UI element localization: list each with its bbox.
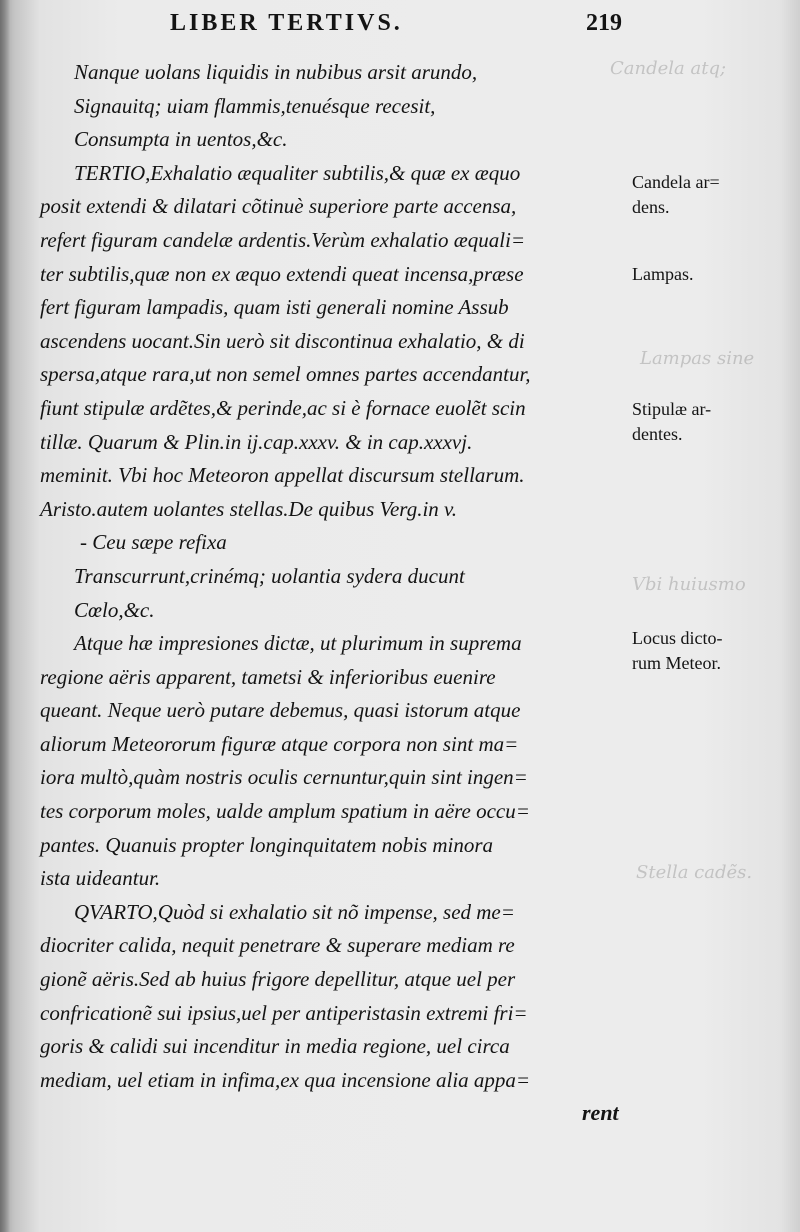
text-line: refert figuram candelæ ardentis.Verùm exhalatio æquali= xyxy=(40,227,526,252)
text-line: Transcurrunt,crinémq; uolantia sydera ducunt xyxy=(74,563,465,588)
margin-note-line: rum Meteor. xyxy=(632,653,721,673)
text-line: Consumpta in uentos,&c. xyxy=(74,127,288,152)
page-number: 219 xyxy=(586,10,622,36)
text-line: mediam, uel etiam in infima,ex qua incensione alia appa= xyxy=(40,1067,531,1092)
margin-note-lampas xyxy=(632,262,792,287)
text-line: ascendens uocant.Sin uerò sit discontinua exhalatio, & di xyxy=(40,328,525,353)
text-line: diocriter calida, nequit penetrare & superare mediam re xyxy=(40,933,515,958)
text-line: meminit. Vbi hoc Meteoron appellat discursum stellarum. xyxy=(40,463,525,488)
text-line: ista uideantur. xyxy=(40,866,161,891)
text-line: fert figuram lampadis, quam isti generali nomine Assub xyxy=(40,295,509,320)
text-line: Nanque uolans liquidis in nubibus arsit arundo, xyxy=(74,60,478,84)
margin-note-stipulae xyxy=(632,397,792,447)
text-line: TERTIO,Exhalatio æqualiter subtilis,& quæ ex æquo xyxy=(74,160,521,185)
margin-note-line: dentes. xyxy=(632,424,683,444)
show-through-text: Stella cadẽs. xyxy=(636,862,753,883)
text-line: tillæ. Quarum & Plin.in ij.cap.xxxv. & in cap.xxxvj. xyxy=(40,429,473,454)
text-line: tes corporum moles, ualde amplum spatium in aëre occu= xyxy=(40,799,530,824)
text-line: Cœlo,&c. xyxy=(74,597,155,622)
show-through-text: Candela atq; xyxy=(610,58,727,79)
text-line: confricationẽ sui ipsius,uel per antiperistasin extremi fri= xyxy=(40,1000,528,1025)
text-line: aliorum Meteororum figuræ atque corpora non sint ma= xyxy=(40,731,519,756)
margin-note-line: Locus dicto- xyxy=(632,628,723,648)
text-line: regione aëris apparent, tametsi & inferioribus euenire xyxy=(40,664,496,689)
text-line: Signauitq; uiam flammis,tenuésque recesit, xyxy=(74,93,436,118)
show-through-text: Vbi huiusmo xyxy=(632,574,746,595)
margin-note-line: dens. xyxy=(632,197,670,217)
text-line: goris & calidi sui incenditur in media regione, uel circa xyxy=(40,1034,510,1059)
margin-note-line: Stipulæ ar- xyxy=(632,399,712,419)
text-line: Aristo.autem uolantes stellas.De quibus Verg.in v. xyxy=(40,496,458,521)
text-line: Atque hæ impresiones dictæ, ut plurimum in suprema xyxy=(74,631,522,656)
text-line: queant. Neque uerò putare debemus, quasi istorum atque xyxy=(40,698,521,723)
text-line: pantes. Quanuis propter longinquitatem nobis minora xyxy=(40,832,494,857)
margin-note-locus xyxy=(632,626,792,676)
text-line: spersa,atque rara,ut non semel omnes partes accendantur, xyxy=(40,362,531,387)
text-line: QVARTO,Quòd si exhalatio sit nõ impense, sed me= xyxy=(74,899,515,924)
gutter-shadow xyxy=(0,0,10,1232)
text-line: fiunt stipulæ ardẽtes,& perinde,ac si è fornace euolẽt scin xyxy=(40,395,526,420)
margin-note-line: Lampas. xyxy=(632,264,694,284)
catchword: rent xyxy=(582,1100,619,1125)
text-line: posit extendi & dilatari cõtinuè superiore parte accensa, xyxy=(40,194,517,219)
margin-note-candela xyxy=(632,170,792,220)
text-line: iora multò,quàm nostris oculis cernuntur,quin sint ingen= xyxy=(40,765,528,790)
text-line: - Ceu sæpe refixa xyxy=(80,530,227,555)
show-through-text: Lampas sine xyxy=(640,348,755,369)
margin-note-line: Candela ar= xyxy=(632,172,720,192)
body-text xyxy=(40,56,630,1097)
text-line: ter subtilis,quæ non ex æquo extendi queat incensa,præse xyxy=(40,261,524,286)
running-head: LIBER TERTIVS. xyxy=(170,10,403,36)
text-line: gionẽ aëris.Sed ab huius frigore depellitur, atque uel per xyxy=(40,967,516,992)
